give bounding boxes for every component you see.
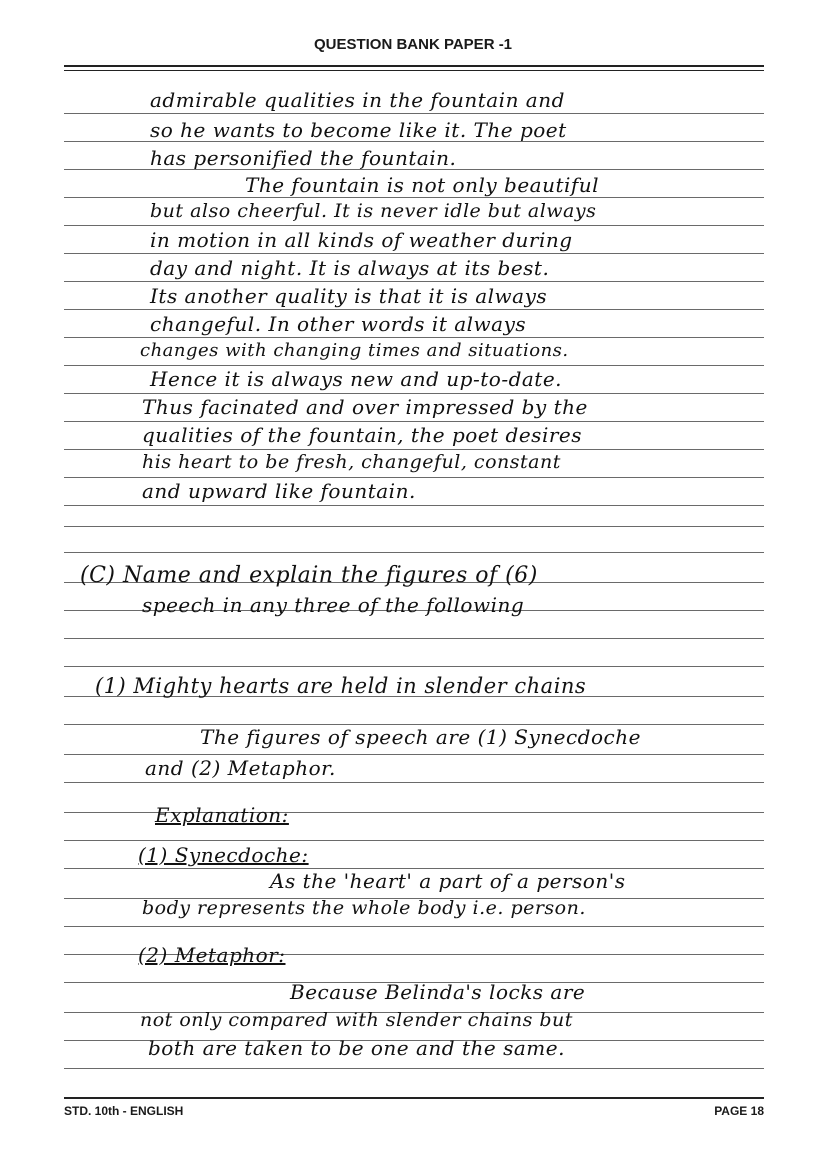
footer-class-subject: STD. 10th - ENGLISH [64, 1104, 184, 1118]
ruled-line [64, 840, 764, 841]
handwritten-line: body represents the whole body i.e. person. [142, 897, 586, 919]
footer-page-number: PAGE 18 [714, 1104, 764, 1118]
question-c-line-1: (C) Name and explain the figures of (6) [80, 563, 538, 588]
handwritten-line: qualities of the fountain, the poet desires [142, 423, 583, 447]
explanation-heading: Explanation: [155, 803, 289, 827]
ruled-line [64, 365, 764, 366]
ruled-line [64, 754, 764, 755]
ruled-line [64, 253, 764, 254]
handwritten-line: and upward like fountain. [142, 479, 416, 503]
ruled-line [64, 421, 764, 422]
handwritten-line: The fountain is not only beautiful [245, 173, 600, 197]
handwritten-line: but also cheerful. It is never idle but always [150, 200, 597, 222]
ruled-line [64, 225, 764, 226]
handwritten-line: has personified the fountain. [150, 146, 457, 170]
question-c-line-2: speech in any three of the following [142, 593, 525, 617]
ruled-line [64, 926, 764, 927]
ruled-line [64, 477, 764, 478]
question-c1-prompt: (1) Mighty hearts are held in slender chains [95, 674, 587, 698]
handwritten-line: in motion in all kinds of weather during [150, 228, 573, 252]
handwritten-line: not only compared with slender chains but [140, 1009, 573, 1031]
handwritten-line: Its another quality is that it is always [150, 284, 548, 308]
handwritten-line: so he wants to become like it. The poet [150, 118, 567, 142]
ruled-line [64, 1068, 764, 1069]
handwritten-line: changeful. In other words it always [150, 312, 527, 336]
header-rule-thin [64, 70, 764, 71]
metaphor-heading: (2) Metaphor: [138, 943, 286, 967]
ruled-line [64, 309, 764, 310]
ruled-line [64, 505, 764, 506]
ruled-line [64, 113, 764, 114]
handwritten-line: changes with changing times and situations. [140, 340, 569, 361]
synecdoche-heading: (1) Synecdoche: [138, 843, 309, 867]
handwritten-line: As the 'heart' a part of a person's [270, 869, 626, 893]
ruled-line [64, 526, 764, 527]
handwritten-line: and (2) Metaphor. [145, 756, 336, 780]
handwritten-line: The figures of speech are (1) Synecdoche [200, 725, 641, 749]
ruled-line [64, 782, 764, 783]
ruled-line [64, 197, 764, 198]
handwritten-line: Because Belinda's locks are [290, 980, 586, 1004]
ruled-line [64, 449, 764, 450]
ruled-line [64, 281, 764, 282]
ruled-line [64, 552, 764, 553]
page-header-title: QUESTION BANK PAPER -1 [313, 36, 513, 53]
ruled-line [64, 393, 764, 394]
ruled-line [64, 666, 764, 667]
handwritten-line: Hence it is always new and up-to-date. [150, 367, 563, 391]
ruled-line [64, 337, 764, 338]
handwritten-line: both are taken to be one and the same. [148, 1036, 565, 1060]
handwritten-line: day and night. It is always at its best. [150, 256, 550, 280]
ruled-line [64, 638, 764, 639]
footer-rule [64, 1097, 764, 1099]
handwritten-line: admirable qualities in the fountain and [150, 88, 565, 112]
handwritten-line: Thus facinated and over impressed by the [142, 395, 588, 419]
header-rule-thick [64, 65, 764, 67]
handwritten-line: his heart to be fresh, changeful, constant [142, 451, 561, 473]
